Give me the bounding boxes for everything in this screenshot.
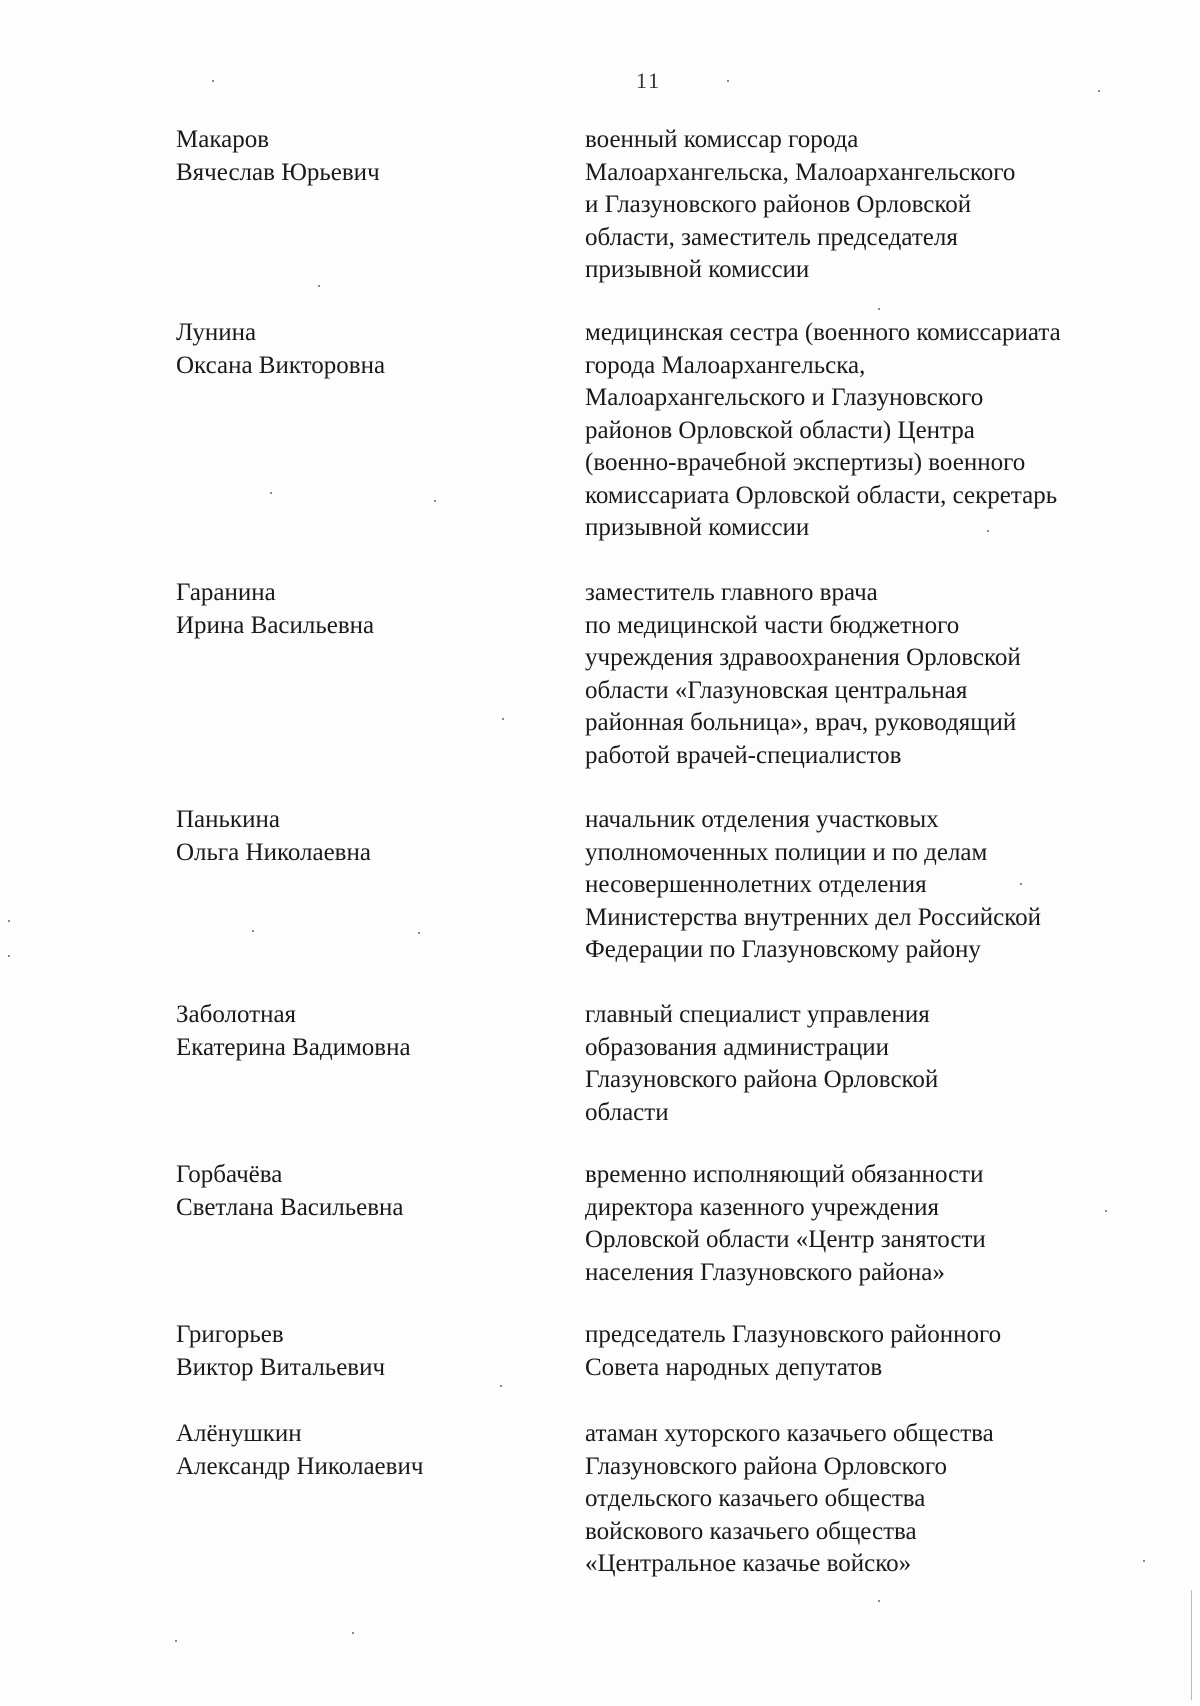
person-role xyxy=(585,317,1145,545)
scan-speck xyxy=(1098,90,1100,92)
scan-speck xyxy=(878,1600,880,1602)
person-role xyxy=(585,999,1145,1129)
role-line: населения Глазуновского района» xyxy=(585,1258,945,1286)
role-line: Совета народных депутатов xyxy=(585,1353,883,1381)
person-name xyxy=(176,1159,556,1224)
role-line: области xyxy=(585,1098,669,1126)
role-line: города Малоархангельска, xyxy=(585,351,866,379)
given-names: Ирина Васильевна xyxy=(176,611,375,639)
role-line: Орловской области «Центр занятости xyxy=(585,1226,986,1253)
role-line: Малоархангельска, Малоархангельского xyxy=(585,158,1016,186)
scan-speck xyxy=(252,930,254,932)
role-line: временно исполняющий обязанности xyxy=(585,1161,984,1188)
surname: Гаранина xyxy=(176,579,276,606)
given-names: Светлана Васильевна xyxy=(176,1193,404,1221)
role-line: военный комиссар города xyxy=(585,126,859,153)
role-line: несовершеннолетних отделения xyxy=(585,871,927,898)
scan-speck xyxy=(212,80,214,82)
scan-speck xyxy=(352,1632,354,1634)
role-line: председатель Глазуновского районного xyxy=(585,1321,1002,1348)
page-number: 11 xyxy=(636,68,662,93)
role-line: Малоархангельского и Глазуновского xyxy=(585,384,984,411)
role-line: работой врачей-специалистов xyxy=(585,741,902,769)
role-line: уполномоченных полиции и по делам xyxy=(585,838,988,866)
role-line: призывной комиссии xyxy=(585,256,810,283)
scan-speck xyxy=(318,285,320,287)
person-name xyxy=(176,124,556,189)
scan-speck xyxy=(8,955,10,957)
scan-speck xyxy=(175,1640,177,1642)
scan-speck xyxy=(434,500,436,502)
role-line: и Глазуновского районов Орловской xyxy=(585,191,972,218)
person-role xyxy=(585,124,1145,287)
surname: Григорьев xyxy=(176,1321,284,1348)
person-role xyxy=(585,1319,1145,1384)
scan-speck xyxy=(418,932,420,934)
role-line: «Центральное казачье войско» xyxy=(585,1550,912,1577)
role-line: Глазуновского района Орловской xyxy=(585,1066,939,1093)
surname: Горбачёва xyxy=(176,1161,283,1188)
role-line: атаман хуторского казачьего общества xyxy=(585,1420,994,1447)
person-name xyxy=(176,1418,556,1483)
role-line: (военно-врачебной экспертизы) военного xyxy=(585,449,1026,476)
scan-speck xyxy=(727,80,729,82)
role-line: области, заместитель председателя xyxy=(585,223,958,251)
role-line: Глазуновского района Орловского xyxy=(585,1452,948,1480)
person-role xyxy=(585,1159,1145,1289)
role-line: медицинская сестра (военного комиссариата xyxy=(585,319,1061,346)
role-line: начальник отделения участковых xyxy=(585,806,939,833)
given-names: Вячеслав Юрьевич xyxy=(176,158,380,186)
role-line: главный специалист управления xyxy=(585,1001,930,1028)
role-line: учреждения здравоохранения Орловской xyxy=(585,644,1021,671)
role-line: Министерства внутренних дел Российской xyxy=(585,903,1041,931)
person-role xyxy=(585,804,1145,967)
role-line: комиссариата Орловской области, секретарь xyxy=(585,481,1058,509)
surname: Алёнушкин xyxy=(176,1420,302,1447)
surname: Лунина xyxy=(176,319,257,346)
role-line: области «Глазуновская центральная xyxy=(585,676,968,704)
role-line: районов Орловской области) Центра xyxy=(585,416,975,444)
scan-speck xyxy=(500,1385,502,1387)
scan-speck xyxy=(502,718,504,720)
scan-edge-line xyxy=(1191,1590,1192,1700)
role-line: призывной комиссии xyxy=(585,514,810,541)
surname: Панькина xyxy=(176,806,280,833)
person-name xyxy=(176,317,556,382)
scan-speck xyxy=(878,308,880,310)
given-names: Александр Николаевич xyxy=(176,1452,424,1480)
person-name xyxy=(176,577,556,642)
scan-speck xyxy=(8,920,10,922)
given-names: Екатерина Вадимовна xyxy=(176,1033,411,1061)
given-names: Оксана Викторовна xyxy=(176,351,386,379)
given-names: Ольга Николаевна xyxy=(176,838,371,866)
scan-speck xyxy=(1105,1210,1107,1212)
person-name xyxy=(176,999,556,1064)
person-role xyxy=(585,577,1145,772)
role-line: по медицинской части бюджетного xyxy=(585,611,960,639)
scan-speck xyxy=(987,530,989,532)
role-line: отдельского казачьего общества xyxy=(585,1485,926,1512)
role-line: войскового казачьего общества xyxy=(585,1517,917,1545)
person-role xyxy=(585,1418,1145,1581)
person-name xyxy=(176,1319,556,1384)
role-line: образования администрации xyxy=(585,1033,889,1061)
role-line: районная больница», врач, руководящий xyxy=(585,709,1017,736)
role-line: заместитель главного врача xyxy=(585,579,878,606)
role-line: Федерации по Глазуновскому району xyxy=(585,936,981,963)
scan-speck xyxy=(1020,883,1022,885)
given-names: Виктор Витальевич xyxy=(176,1353,386,1381)
scan-speck xyxy=(1143,1560,1145,1562)
scan-speck xyxy=(270,492,272,494)
surname: Заболотная xyxy=(176,1001,297,1028)
surname: Макаров xyxy=(176,126,269,153)
person-name xyxy=(176,804,556,869)
role-line: директора казенного учреждения xyxy=(585,1193,939,1221)
